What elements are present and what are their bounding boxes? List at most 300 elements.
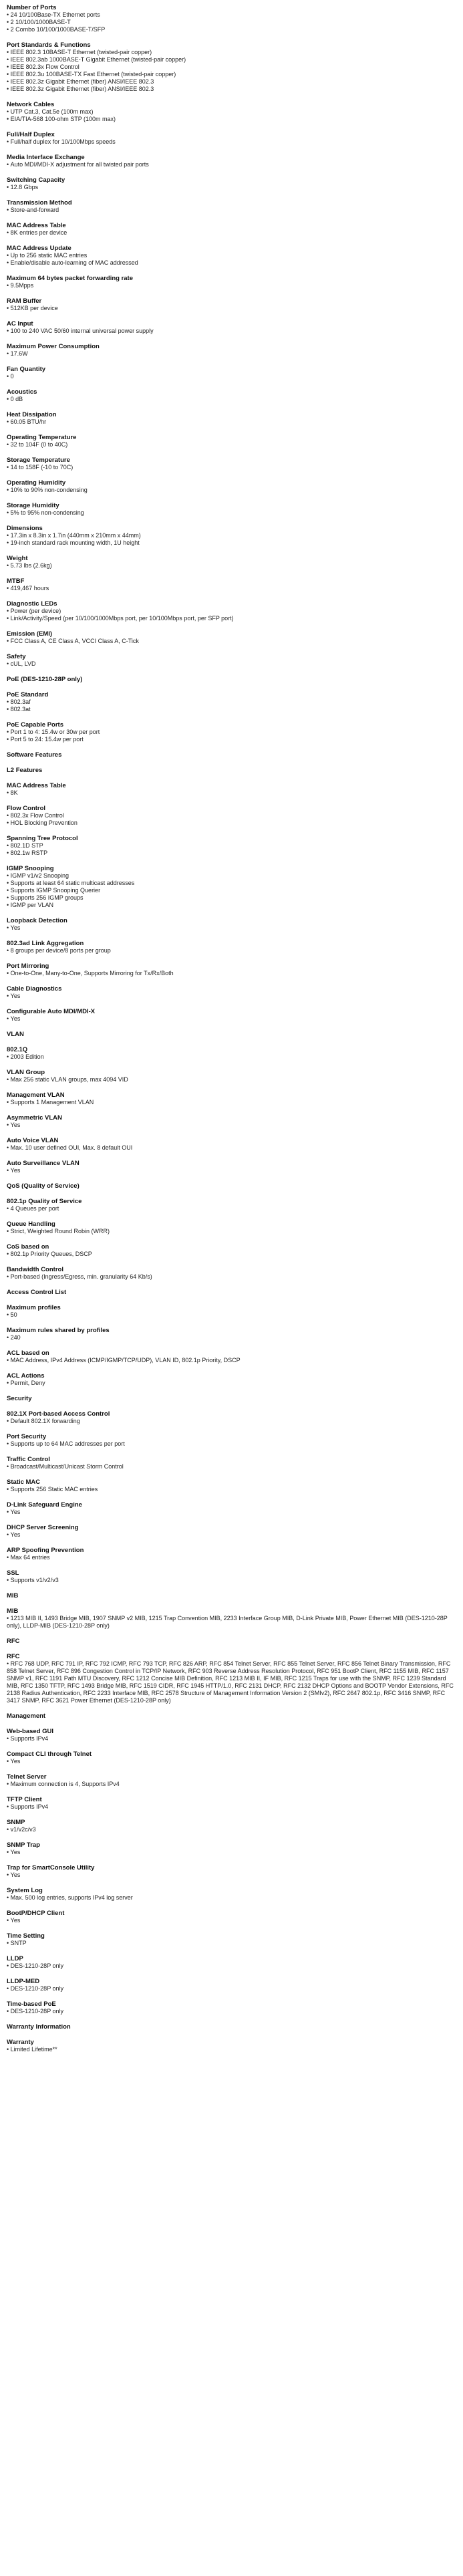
spec-heading: SNMP Trap bbox=[7, 1841, 40, 1849]
spec-heading: DHCP Server Screening bbox=[7, 1524, 79, 1531]
spec-heading: Maximum profiles bbox=[7, 1304, 61, 1311]
spec-list-item: • Yes bbox=[7, 993, 456, 1000]
spec-list bbox=[7, 562, 456, 569]
spec-heading: AC Input bbox=[7, 320, 33, 328]
spec-heading: Time Setting bbox=[7, 1932, 45, 1940]
spec-list bbox=[7, 1554, 456, 1561]
spec-section bbox=[7, 275, 456, 289]
spec-list bbox=[7, 1660, 456, 1704]
spec-list-item: • Power (per device) bbox=[7, 608, 456, 615]
spec-list bbox=[7, 993, 456, 1000]
spec-section bbox=[7, 1289, 456, 1296]
spec-heading: RAM Buffer bbox=[7, 297, 42, 305]
spec-list-item: • Auto MDI/MDI-X adjustment for all twisted pair ports bbox=[7, 161, 456, 168]
spec-list-item: • Yes bbox=[7, 924, 456, 932]
spec-section bbox=[7, 1137, 456, 1152]
spec-list-item: • DES-1210-28P only bbox=[7, 1962, 456, 1970]
spec-list bbox=[7, 108, 456, 123]
spec-list bbox=[7, 138, 456, 146]
spec-heading: Switching Capacity bbox=[7, 176, 65, 184]
spec-list-item: • Max. 500 log entries, supports IPv4 log server bbox=[7, 1894, 456, 1902]
spec-heading: Safety bbox=[7, 653, 26, 660]
spec-heading: Static MAC bbox=[7, 1478, 41, 1486]
spec-list-item: • 802.1D STP bbox=[7, 842, 456, 850]
spec-list-item: • 0 bbox=[7, 373, 456, 380]
spec-list-item: • SNTP bbox=[7, 1940, 456, 1947]
spec-section bbox=[7, 653, 456, 668]
spec-heading: 802.1X Port-based Access Control bbox=[7, 1410, 110, 1418]
spec-list-item: • 8 groups per device/8 ports per group bbox=[7, 947, 456, 954]
spec-list bbox=[7, 1144, 456, 1152]
spec-heading: Bandwidth Control bbox=[7, 1266, 63, 1273]
spec-heading: Maximum 64 bytes packet forwarding rate bbox=[7, 275, 134, 282]
spec-list-item: • Default 802.1X forwarding bbox=[7, 1418, 456, 1425]
spec-section bbox=[7, 1841, 456, 1856]
spec-section bbox=[7, 1478, 456, 1493]
spec-heading: L2 Features bbox=[7, 767, 43, 774]
spec-heading: LLDP-MED bbox=[7, 1978, 40, 1985]
spec-heading: PoE Capable Ports bbox=[7, 721, 63, 729]
spec-list-item: • Port 1 to 4: 15.4w or 30w per port bbox=[7, 729, 456, 736]
spec-section bbox=[7, 245, 456, 267]
spec-list-item: • One-to-One, Many-to-One, Supports Mirroring for Tx/Rx/Both bbox=[7, 970, 456, 977]
spec-section bbox=[7, 721, 456, 743]
spec-list-item: • FCC Class A, CE Class A, VCCI Class A, C-Tick bbox=[7, 638, 456, 645]
spec-section bbox=[7, 222, 456, 237]
spec-section bbox=[7, 1114, 456, 1129]
spec-section bbox=[7, 366, 456, 380]
spec-list bbox=[7, 1758, 456, 1765]
spec-section bbox=[7, 1395, 456, 1402]
spec-heading: TFTP Client bbox=[7, 1796, 42, 1803]
spec-heading: BootP/DHCP Client bbox=[7, 1910, 65, 1917]
spec-list bbox=[7, 229, 456, 237]
spec-section bbox=[7, 1955, 456, 1970]
spec-section bbox=[7, 600, 456, 622]
spec-list bbox=[7, 282, 456, 289]
spec-heading: Diagnostic LEDs bbox=[7, 600, 57, 608]
spec-list bbox=[7, 660, 456, 668]
spec-list bbox=[7, 698, 456, 713]
spec-list bbox=[7, 1486, 456, 1493]
spec-list bbox=[7, 396, 456, 403]
spec-list-item: • UTP Cat.3, Cat.5e (100m max) bbox=[7, 108, 456, 116]
spec-heading: 802.1p Quality of Service bbox=[7, 1198, 82, 1205]
spec-list-item: • Link/Activity/Speed (per 10/100/1000Mbps port, per 10/100Mbps port, per SFP port) bbox=[7, 615, 456, 622]
spec-list-item: • 12.8 Gbps bbox=[7, 184, 456, 191]
spec-section bbox=[7, 1304, 456, 1319]
spec-list-item: • Limited Lifetime** bbox=[7, 2046, 456, 2053]
spec-list-item: • 2 10/100/1000BASE-T bbox=[7, 19, 456, 26]
spec-section bbox=[7, 1243, 456, 1258]
spec-section bbox=[7, 4, 456, 33]
spec-list-item: • 14 to 158F (-10 to 70C) bbox=[7, 464, 456, 471]
spec-list-item: • 802.1w RSTP bbox=[7, 850, 456, 857]
spec-section bbox=[7, 555, 456, 569]
spec-list bbox=[7, 789, 456, 797]
spec-list bbox=[7, 1803, 456, 1811]
spec-list bbox=[7, 1311, 456, 1319]
spec-list bbox=[7, 947, 456, 954]
spec-list bbox=[7, 585, 456, 592]
spec-heading: Network Cables bbox=[7, 101, 55, 108]
spec-list-item: • IEEE 802.3u 100BASE-TX Fast Ethernet (twisted-pair copper) bbox=[7, 71, 456, 78]
spec-list bbox=[7, 638, 456, 645]
spec-section bbox=[7, 154, 456, 168]
spec-heading: PoE (DES-1210-28P only) bbox=[7, 676, 83, 683]
spec-list bbox=[7, 1962, 456, 1970]
spec-section bbox=[7, 1349, 456, 1364]
spec-heading: Queue Handling bbox=[7, 1220, 55, 1228]
spec-heading: Warranty Information bbox=[7, 2023, 71, 2031]
spec-heading: MTBF bbox=[7, 577, 25, 585]
spec-heading: Full/Half Duplex bbox=[7, 131, 55, 138]
spec-list bbox=[7, 2046, 456, 2053]
spec-list-item: • Supports IPv4 bbox=[7, 1803, 456, 1811]
spec-heading: Warranty bbox=[7, 2039, 34, 2046]
spec-section bbox=[7, 1220, 456, 1235]
spec-section bbox=[7, 1887, 456, 1902]
spec-list bbox=[7, 252, 456, 267]
spec-heading: Traffic Control bbox=[7, 1456, 50, 1463]
spec-heading: Media Interface Exchange bbox=[7, 154, 85, 161]
spec-section bbox=[7, 320, 456, 335]
spec-list-item: • Yes bbox=[7, 1917, 456, 1924]
spec-section bbox=[7, 1433, 456, 1448]
spec-list-item: • Port 5 to 24: 15.4w per port bbox=[7, 736, 456, 743]
spec-section bbox=[7, 630, 456, 645]
spec-heading: LLDP bbox=[7, 1955, 23, 1962]
spec-list bbox=[7, 1418, 456, 1425]
spec-list-item: • IGMP per VLAN bbox=[7, 902, 456, 909]
spec-list-item: • DES-1210-28P only bbox=[7, 1985, 456, 1992]
spec-list bbox=[7, 1228, 456, 1235]
spec-section bbox=[7, 199, 456, 214]
spec-list bbox=[7, 1463, 456, 1470]
spec-heading: IGMP Snooping bbox=[7, 865, 54, 872]
spec-list-item: • 24 10/100Base-TX Ethernet ports bbox=[7, 11, 456, 19]
spec-list-item: • 512KB per device bbox=[7, 305, 456, 312]
spec-list bbox=[7, 532, 456, 547]
spec-heading: Compact CLI through Telnet bbox=[7, 1751, 92, 1758]
spec-list bbox=[7, 1917, 456, 1924]
spec-list bbox=[7, 350, 456, 358]
spec-list bbox=[7, 842, 456, 857]
spec-section bbox=[7, 1069, 456, 1083]
spec-list-item: • Full/half duplex for 10/100Mbps speeds bbox=[7, 138, 456, 146]
spec-section bbox=[7, 1008, 456, 1023]
spec-list-item: • 2003 Edition bbox=[7, 1053, 456, 1061]
spec-list-item: • 9.5Mpps bbox=[7, 282, 456, 289]
spec-list bbox=[7, 1251, 456, 1258]
spec-section bbox=[7, 1266, 456, 1281]
spec-list bbox=[7, 487, 456, 494]
spec-list-item: • 5% to 95% non-condensing bbox=[7, 509, 456, 517]
spec-heading: Storage Humidity bbox=[7, 502, 59, 509]
spec-list-item: • RFC 768 UDP, RFC 791 IP, RFC 792 ICMP, RFC 793 TCP, RFC 826 ARP, RFC 854 Telnet Server, RFC 855 Telnet Server, RFC 856 Telnet Binary Transmission, RFC 858 Telnet Server, RFC 896 Congestion Control in TCP/IP Network, RFC 903 Reverse Address Resolution Protocol, RFC 951 BootP Client, RFC 1155 MIB, RFC 1157 SNMP v1, RFC 1191 Path MTU Discovery, RFC 1212 Concise MIB Definition, RFC 1213 MIB II, IF MIB, RFC 1215 Traps for use with the SNMP, RFC 1239 Standard MIB, RFC 1350 TFTP, RFC 1493 Bridge MIB, RFC 1519 CIDR, RFC 1945 HTTP/1.0, RFC 2131 DHCP, RFC 2132 DHCP Options and BOOTP Vendor Extensions, RFC 2138 Radius Authentication, RFC 2233 Interface MIB, RFC 2578 Structure of Management Information Version 2 (SMIv2), RFC 2647 802.1p, RFC 3416 SNMP, RFC 3417 SNMP, RFC 3621 Power Ethernet (DES-1210-28P only) bbox=[7, 1660, 456, 1704]
spec-section bbox=[7, 1569, 456, 1584]
spec-list-item: • 50 bbox=[7, 1311, 456, 1319]
spec-section bbox=[7, 1327, 456, 1341]
spec-list bbox=[7, 184, 456, 191]
spec-section bbox=[7, 1501, 456, 1516]
spec-section bbox=[7, 767, 456, 774]
spec-list-item: • IEEE 802.3x Flow Control bbox=[7, 63, 456, 71]
spec-list-item: • IEEE 802.3z Gigabit Ethernet (fiber) ANSI/IEEE 802.3 bbox=[7, 78, 456, 86]
spec-list-item: • 32 to 104F (0 to 40C) bbox=[7, 441, 456, 448]
spec-section bbox=[7, 1819, 456, 1833]
spec-section bbox=[7, 1372, 456, 1387]
spec-list bbox=[7, 1985, 456, 1992]
spec-list-item: • 100 to 240 VAC 50/60 internal universal power supply bbox=[7, 328, 456, 335]
spec-heading: Emission (EMI) bbox=[7, 630, 53, 638]
spec-list bbox=[7, 1509, 456, 1516]
spec-list-item: • 240 bbox=[7, 1334, 456, 1341]
spec-section bbox=[7, 101, 456, 123]
spec-heading: MAC Address Table bbox=[7, 782, 66, 789]
spec-heading: Maximum rules shared by profiles bbox=[7, 1327, 110, 1334]
spec-heading: Spanning Tree Protocol bbox=[7, 835, 78, 842]
spec-section bbox=[7, 1592, 456, 1599]
spec-heading: Fan Quantity bbox=[7, 366, 46, 373]
spec-heading: Auto Voice VLAN bbox=[7, 1137, 59, 1144]
spec-section bbox=[7, 297, 456, 312]
spec-section bbox=[7, 1638, 456, 1645]
spec-list-item: • 1213 MIB II, 1493 Bridge MIB, 1907 SNMP v2 MIB, 1215 Trap Convention MIB, 2233 Interface Group MIB, D-Link Private MIB, Power Ethernet MIB (DES-1210-28P only), LLDP-MIB (DES-1210-28P only) bbox=[7, 1615, 456, 1630]
spec-list-item: • Broadcast/Multicast/Unicast Storm Control bbox=[7, 1463, 456, 1470]
spec-list bbox=[7, 1167, 456, 1174]
spec-heading: Weight bbox=[7, 555, 28, 562]
spec-heading: System Log bbox=[7, 1887, 43, 1894]
spec-heading: Management VLAN bbox=[7, 1091, 65, 1099]
spec-heading: Number of Ports bbox=[7, 4, 57, 11]
spec-list-item: • Supports at least 64 static multicast addresses bbox=[7, 880, 456, 887]
spec-heading: Security bbox=[7, 1395, 32, 1402]
spec-heading: Operating Temperature bbox=[7, 434, 77, 441]
spec-heading: ACL based on bbox=[7, 1349, 49, 1357]
spec-section bbox=[7, 1046, 456, 1061]
spec-list-item: • HOL Blocking Prevention bbox=[7, 819, 456, 827]
spec-heading: SNMP bbox=[7, 1819, 25, 1826]
spec-list bbox=[7, 1849, 456, 1856]
spec-list-item: • 4 Queues per port bbox=[7, 1205, 456, 1212]
spec-list bbox=[7, 328, 456, 335]
spec-list-item: • Port-based (Ingress/Egress, min. granularity 64 Kb/s) bbox=[7, 1273, 456, 1281]
spec-heading: RFC bbox=[7, 1638, 20, 1645]
spec-list bbox=[7, 970, 456, 977]
spec-list-item: • IEEE 802.3ab 1000BASE-T Gigabit Ethernet (twisted-pair copper) bbox=[7, 56, 456, 63]
spec-section bbox=[7, 1091, 456, 1106]
spec-heading: Flow Control bbox=[7, 805, 46, 812]
spec-section bbox=[7, 1524, 456, 1539]
spec-list bbox=[7, 464, 456, 471]
spec-heading: Storage Temperature bbox=[7, 457, 70, 464]
spec-section bbox=[7, 962, 456, 977]
spec-section bbox=[7, 41, 456, 93]
spec-list bbox=[7, 1735, 456, 1743]
spec-list-item: • 17.3in x 8.3in x 1.7in (440mm x 210mm x 44mm) bbox=[7, 532, 456, 539]
spec-heading: Telnet Server bbox=[7, 1773, 47, 1781]
spec-list bbox=[7, 441, 456, 448]
spec-section bbox=[7, 782, 456, 797]
spec-heading: Heat Dissipation bbox=[7, 411, 57, 418]
spec-list-item: • Yes bbox=[7, 1122, 456, 1129]
spec-heading: D-Link Safeguard Engine bbox=[7, 1501, 82, 1509]
spec-list-item: • Supports 256 IGMP groups bbox=[7, 894, 456, 902]
spec-list-item: • EIA/TIA-568 100-ohm STP (100m max) bbox=[7, 116, 456, 123]
spec-list-item: • DES-1210-28P only bbox=[7, 2008, 456, 2015]
spec-heading: Trap for SmartConsole Utility bbox=[7, 1864, 95, 1872]
spec-list-item: • Max 256 static VLAN groups, max 4094 VID bbox=[7, 1076, 456, 1083]
spec-section bbox=[7, 917, 456, 932]
spec-list-item: • Maximum connection is 4, Supports IPv4 bbox=[7, 1781, 456, 1788]
spec-section bbox=[7, 1031, 456, 1038]
spec-list bbox=[7, 49, 456, 93]
spec-heading: VLAN Group bbox=[7, 1069, 45, 1076]
spec-section bbox=[7, 388, 456, 403]
spec-list-item: • 802.3at bbox=[7, 706, 456, 713]
spec-heading: Software Features bbox=[7, 751, 62, 759]
spec-section bbox=[7, 2023, 456, 2031]
spec-heading: ARP Spoofing Prevention bbox=[7, 1547, 84, 1554]
spec-section bbox=[7, 1728, 456, 1743]
spec-heading: Port Standards & Functions bbox=[7, 41, 91, 49]
spec-list-item: • 60.05 BTU/hr bbox=[7, 418, 456, 426]
spec-section bbox=[7, 1910, 456, 1924]
spec-list-item: • Supports up to 64 MAC addresses per port bbox=[7, 1440, 456, 1448]
spec-list bbox=[7, 1826, 456, 1833]
spec-list-item: • Supports v1/v2/v3 bbox=[7, 1577, 456, 1584]
spec-list-item: • Max 64 entries bbox=[7, 1554, 456, 1561]
spec-section bbox=[7, 1712, 456, 1720]
spec-list bbox=[7, 305, 456, 312]
spec-list-item: • 419,467 hours bbox=[7, 585, 456, 592]
spec-list-item: • IEEE 802.3z Gigabit Ethernet (fiber) ANSI/IEEE 802.3 bbox=[7, 86, 456, 93]
spec-section bbox=[7, 2039, 456, 2053]
spec-list-item: • Yes bbox=[7, 1167, 456, 1174]
spec-section bbox=[7, 457, 456, 471]
spec-list bbox=[7, 1205, 456, 1212]
spec-heading: Time-based PoE bbox=[7, 2001, 56, 2008]
spec-heading: Configurable Auto MDI/MDI-X bbox=[7, 1008, 96, 1015]
spec-section bbox=[7, 131, 456, 146]
spec-section bbox=[7, 2001, 456, 2015]
spec-list bbox=[7, 1122, 456, 1129]
spec-list-item: • Supports IGMP Snooping Querier bbox=[7, 887, 456, 894]
spec-heading: Asymmetric VLAN bbox=[7, 1114, 62, 1122]
spec-list bbox=[7, 161, 456, 168]
spec-heading: 802.3ad Link Aggregation bbox=[7, 940, 84, 947]
spec-list-item: • Yes bbox=[7, 1015, 456, 1023]
spec-heading: Management bbox=[7, 1712, 46, 1720]
spec-list-item: • Max. 10 user defined OUI, Max. 8 default OUI bbox=[7, 1144, 456, 1152]
spec-list-item: • 19-inch standard rack mounting width, 1U height bbox=[7, 539, 456, 547]
spec-section bbox=[7, 1547, 456, 1561]
spec-section bbox=[7, 577, 456, 592]
spec-list bbox=[7, 418, 456, 426]
spec-list bbox=[7, 1872, 456, 1879]
spec-heading: Cable Diagnostics bbox=[7, 985, 62, 993]
spec-heading: MIB bbox=[7, 1607, 19, 1615]
spec-heading: ACL Actions bbox=[7, 1372, 45, 1380]
spec-heading: RFC bbox=[7, 1653, 20, 1660]
spec-list-item: • Enable/disable auto-learning of MAC addressed bbox=[7, 259, 456, 267]
spec-heading: Transmission Method bbox=[7, 199, 72, 207]
spec-heading: MAC Address Update bbox=[7, 245, 71, 252]
spec-list-item: • 802.3x Flow Control bbox=[7, 812, 456, 819]
spec-section bbox=[7, 479, 456, 494]
spec-section bbox=[7, 525, 456, 547]
spec-list bbox=[7, 1615, 456, 1630]
spec-heading: Web-based GUI bbox=[7, 1728, 54, 1735]
spec-list-item: • Up to 256 static MAC entries bbox=[7, 252, 456, 259]
spec-heading: CoS based on bbox=[7, 1243, 49, 1251]
spec-list-item: • 8K entries per device bbox=[7, 229, 456, 237]
spec-list bbox=[7, 1894, 456, 1902]
spec-list-item: • IEEE 802.3 10BASE-T Ethernet (twisted-pair copper) bbox=[7, 49, 456, 56]
spec-heading: VLAN bbox=[7, 1031, 24, 1038]
spec-section bbox=[7, 835, 456, 857]
spec-list-item: • 802.3af bbox=[7, 698, 456, 706]
spec-heading: MIB bbox=[7, 1592, 19, 1599]
spec-section bbox=[7, 502, 456, 517]
spec-heading: 802.1Q bbox=[7, 1046, 28, 1053]
spec-heading: Maximum Power Consumption bbox=[7, 343, 100, 350]
spec-section bbox=[7, 985, 456, 1000]
spec-section bbox=[7, 1653, 456, 1704]
spec-heading: Acoustics bbox=[7, 388, 37, 396]
spec-list-item: • Supports IPv4 bbox=[7, 1735, 456, 1743]
spec-list bbox=[7, 1334, 456, 1341]
spec-list bbox=[7, 1531, 456, 1539]
spec-list bbox=[7, 1099, 456, 1106]
spec-section bbox=[7, 1796, 456, 1811]
spec-list bbox=[7, 608, 456, 622]
spec-section bbox=[7, 176, 456, 191]
spec-list-item: • 8K bbox=[7, 789, 456, 797]
spec-section bbox=[7, 1773, 456, 1788]
spec-list-item: • 0 dB bbox=[7, 396, 456, 403]
spec-list bbox=[7, 729, 456, 743]
spec-list-item: • Strict, Weighted Round Robin (WRR) bbox=[7, 1228, 456, 1235]
spec-list-item: • Yes bbox=[7, 1758, 456, 1765]
spec-heading: Operating Humidity bbox=[7, 479, 66, 487]
spec-list bbox=[7, 1076, 456, 1083]
spec-heading: QoS (Quality of Service) bbox=[7, 1182, 80, 1190]
spec-section bbox=[7, 805, 456, 827]
spec-list-item: • Store-and-forward bbox=[7, 207, 456, 214]
spec-heading: SSL bbox=[7, 1569, 19, 1577]
spec-section bbox=[7, 1932, 456, 1947]
spec-heading: Auto Surveillance VLAN bbox=[7, 1160, 80, 1167]
spec-section bbox=[7, 1607, 456, 1630]
spec-section bbox=[7, 751, 456, 759]
spec-section bbox=[7, 1456, 456, 1470]
spec-section bbox=[7, 1978, 456, 1992]
spec-list bbox=[7, 1273, 456, 1281]
spec-list bbox=[7, 1781, 456, 1788]
spec-list-item: • Yes bbox=[7, 1509, 456, 1516]
spec-list-item: • MAC Address, IPv4 Address (ICMP/IGMP/TCP/UDP), VLAN ID, 802.1p Priority, DSCP bbox=[7, 1357, 456, 1364]
spec-section bbox=[7, 940, 456, 954]
spec-list bbox=[7, 11, 456, 33]
spec-list bbox=[7, 924, 456, 932]
spec-heading: Port Security bbox=[7, 1433, 47, 1440]
spec-list-item: • Yes bbox=[7, 1531, 456, 1539]
spec-list bbox=[7, 1053, 456, 1061]
spec-section bbox=[7, 865, 456, 909]
spec-list-item: • Yes bbox=[7, 1872, 456, 1879]
